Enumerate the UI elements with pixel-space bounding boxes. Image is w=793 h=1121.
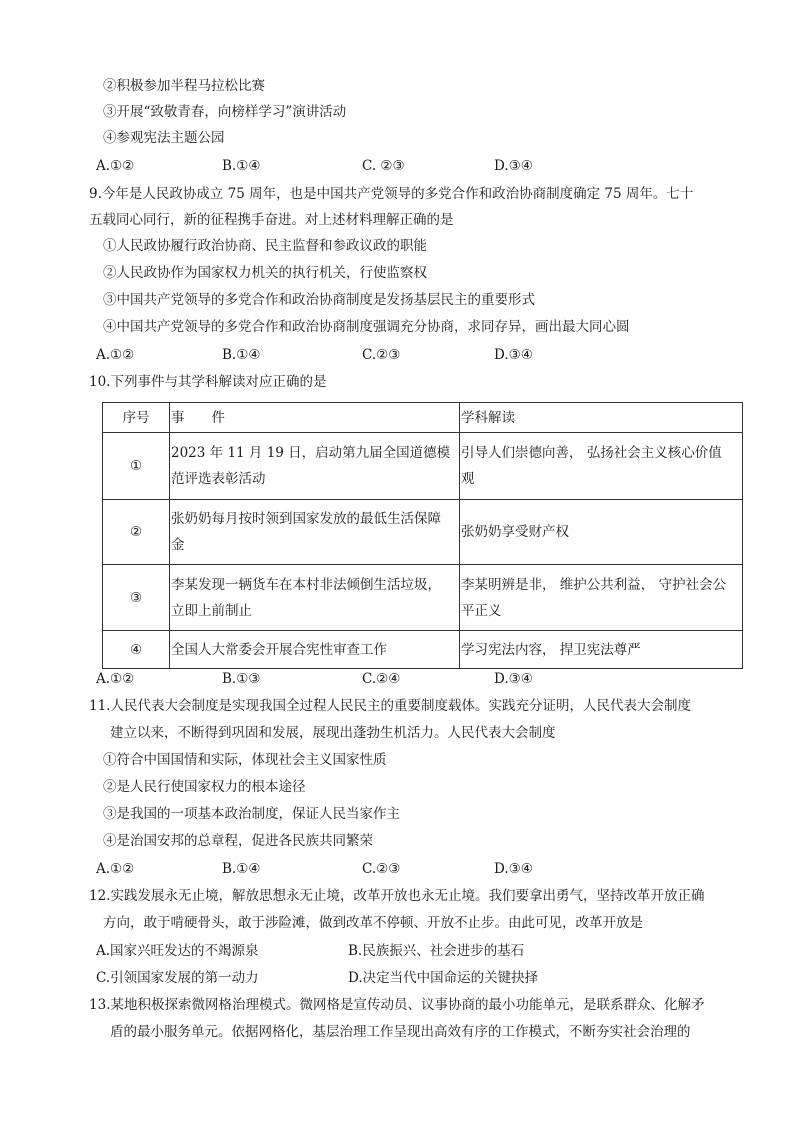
q9-option-a: A.①② bbox=[96, 347, 135, 363]
q9-stem-line2: 五载同心同行，新的征程携手奋进。对上述材料理解正确的是 bbox=[89, 212, 454, 228]
q9-option-d: D.③④ bbox=[494, 347, 533, 363]
q10-row1-reading bbox=[460, 433, 743, 500]
q8-option-d: D.③④ bbox=[494, 158, 533, 174]
q10-row3-reading-line2: 平正义 bbox=[461, 602, 502, 619]
q10-row2-event bbox=[170, 500, 460, 565]
q10-row3-event-line2: 立即上前制止 bbox=[171, 602, 252, 619]
q10-row2-number: ② bbox=[103, 500, 170, 565]
q11-option-b: B.①④ bbox=[222, 861, 261, 877]
q10-row2-event-line2: 金 bbox=[171, 537, 185, 553]
q10-row3-event-line1: 李某发现一辆货车在本村非法倾倒生活垃圾， bbox=[171, 576, 441, 593]
q10-table-row bbox=[103, 433, 743, 500]
q10-table-row bbox=[103, 631, 743, 669]
q10-table-row bbox=[103, 565, 743, 631]
q10-row2-reading: 张奶奶享受财产权 bbox=[460, 500, 743, 565]
q10-option-d: D.③④ bbox=[494, 671, 533, 687]
q12-option-c: C.引领国家发展的第一动力 bbox=[96, 970, 259, 986]
q10-table bbox=[102, 402, 743, 669]
q11-stem-line2: 建立以来，不断得到巩固和发展，展现出蓬勃生机活力。人民代表大会制度 bbox=[110, 725, 556, 741]
q10-row1-event-line2: 范评选表彰活动 bbox=[171, 471, 266, 487]
q9-item-1: ①人民政协履行政治协商、民主监督和参政议政的职能 bbox=[103, 238, 427, 254]
q10-row1-reading-line2: 观 bbox=[461, 471, 475, 487]
q11-option-a: A.①② bbox=[96, 861, 135, 877]
q12-option-d: D.决定当代中国命运的关键抉择 bbox=[348, 970, 539, 986]
q10-header-number: 序号 bbox=[103, 403, 170, 433]
q9-item-2: ②人民政协作为国家权力机关的执行机关，行使监察权 bbox=[103, 265, 427, 281]
q10-table-header-row bbox=[103, 403, 743, 433]
q12-stem-line1: 12.实践发展永无止境，解放思想永无止境，改革开放也永无止境。我们要拿出勇气，坚持改革开放正确 bbox=[89, 888, 705, 904]
q10-option-c: C.②④ bbox=[362, 671, 401, 687]
q10-row3-number: ③ bbox=[103, 565, 170, 631]
q10-row1-reading-line1: 引导人们崇德向善， 弘扬社会主义核心价值 bbox=[461, 445, 722, 461]
q12-option-b: B.民族振兴、社会进步的基石 bbox=[348, 943, 525, 959]
q10-header-reading: 学科解读 bbox=[460, 403, 743, 433]
q8-item-4: ④参观宪法主题公园 bbox=[103, 130, 225, 146]
q11-option-d: D.③④ bbox=[494, 861, 533, 877]
q10-stem: 10.下列事件与其学科解读对应正确的是 bbox=[89, 374, 327, 390]
q10-row1-number: ① bbox=[103, 433, 170, 500]
q9-option-c: C.②③ bbox=[362, 347, 401, 363]
q10-table-row bbox=[103, 500, 743, 565]
q11-stem-line1: 11.人民代表大会制度是实现我国全过程人民民主的重要制度载体。实践充分证明，人民代表大会制度 bbox=[89, 698, 691, 714]
q11-options bbox=[96, 859, 696, 879]
q11-option-c: C.②③ bbox=[362, 861, 401, 877]
q8-options bbox=[96, 156, 696, 176]
q9-stem-line1: 9.今年是人民政协成立 75 周年，也是中国共产党领导的多党合作和政治协商制度确定 75 周年。七十 bbox=[89, 186, 694, 202]
q10-row3-reading bbox=[460, 565, 743, 631]
q13-stem-line2: 盾的最小服务单元。依据网格化，基层治理工作呈现出高效有序的工作模式，不断夯实社会治理的 bbox=[110, 1024, 691, 1040]
q12-options-row1 bbox=[96, 941, 696, 961]
q10-row1-event bbox=[170, 433, 460, 500]
q12-option-a: A.国家兴旺发达的不竭源泉 bbox=[96, 943, 259, 959]
q12-stem-line2: 方向，敢于啃硬骨头，敢于涉险滩，做到改革不停顿、开放不止步。由此可见，改革开放是 bbox=[103, 915, 643, 931]
q9-item-3: ③中国共产党领导的多党合作和政治协商制度是发扬基层民主的重要形式 bbox=[103, 292, 535, 308]
q9-options bbox=[96, 345, 696, 365]
q12-options-row2 bbox=[96, 968, 696, 988]
q13-stem-line1: 13.某地积极探索微网格治理模式。微网格是宣传动员、议事协商的最小功能单元，是联系群众、化解矛 bbox=[89, 997, 705, 1013]
q8-option-c: C. ②③ bbox=[362, 158, 405, 174]
q10-row3-event bbox=[170, 565, 460, 631]
q11-item-4: ④是治国安邦的总章程，促进各民族共同繁荣 bbox=[103, 833, 373, 849]
q9-item-4: ④中国共产党领导的多党合作和政治协商制度强调充分协商，求同存异，画出最大同心圆 bbox=[103, 319, 630, 335]
q11-item-1: ①符合中国国情和实际，体现社会主义国家性质 bbox=[103, 752, 387, 768]
q8-item-2: ②积极参加半程马拉松比赛 bbox=[103, 78, 265, 94]
q10-option-b: B.①③ bbox=[222, 671, 261, 687]
q10-option-a: A.①② bbox=[96, 671, 135, 687]
q10-options bbox=[96, 669, 696, 689]
q10-row4-number: ④ bbox=[103, 631, 170, 669]
q10-header-event: 事 件 bbox=[170, 403, 460, 433]
q8-item-3: ③开展“致敬青春，向榜样学习”演讲活动 bbox=[103, 104, 347, 120]
q10-row4-event: 全国人大常委会开展合宪性审查工作 bbox=[170, 631, 460, 669]
q8-option-b: B.①④ bbox=[222, 158, 261, 174]
q8-option-a: A.①② bbox=[96, 158, 135, 174]
q10-row1-event-line1: 2023 年 11 月 19 日，启动第九届全国道德模 bbox=[171, 445, 451, 461]
q11-item-3: ③是我国的一项基本政治制度，保证人民当家作主 bbox=[103, 806, 400, 822]
q10-row2-event-line1: 张奶奶每月按时领到国家发放的最低生活保障 bbox=[171, 511, 441, 527]
q11-item-2: ②是人民行使国家权力的根本途径 bbox=[103, 779, 306, 795]
q10-row4-reading: 学习宪法内容， 捍卫宪法尊严 bbox=[460, 631, 743, 669]
q9-option-b: B.①④ bbox=[222, 347, 261, 363]
q10-row3-reading-line1: 李某明辨是非， 维护公共利益， 守护社会公 bbox=[461, 576, 727, 593]
